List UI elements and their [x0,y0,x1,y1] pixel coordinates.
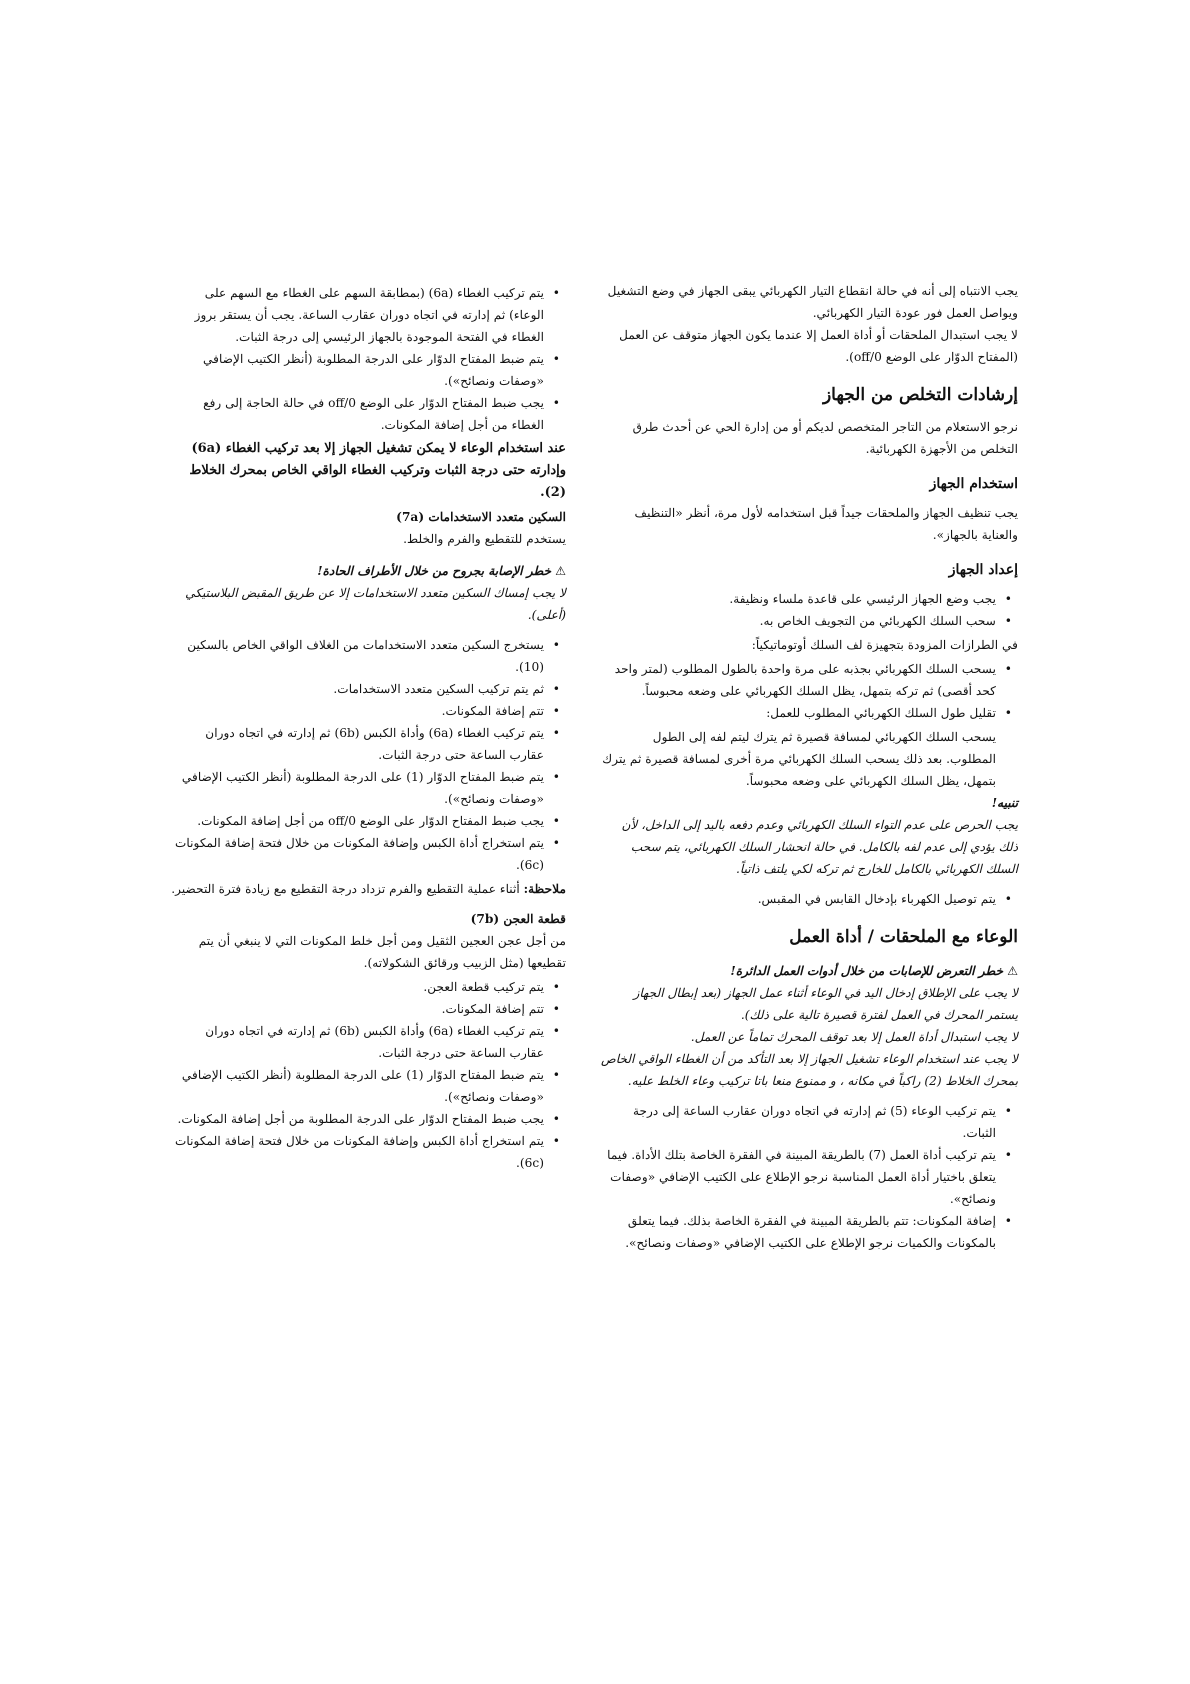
list-item: • يجب ضبط المفتاح الدوّار على الدرجة المطلوبة من أجل إضافة المكونات. [168,1108,544,1130]
list-item: • يتم تركيب الغطاء (6a) وأداة الكبس (6b) ثم إدارته في اتجاه دوران عقارب الساعة حتى درجة الثبات. [168,722,544,766]
caution-title: تنبيه! [991,796,1018,810]
list-item: • يجب ضبط المفتاح الدوّار على الوضع 0/off في حالة الحاجة إلى رفع الغطاء من أجل إضافة المكونات. [168,392,544,436]
intro-paragraph: يجب الانتباه إلى أنه في حالة انقطاع التيار الكهربائي يبقى الجهاز في وضع التشغيل ويواصل العمل فور عودة التيار الكهربائي. [607,284,1018,320]
dough-text: من أجل عجن العجين الثقيل ومن أجل خلط المكونات التي لا ينبغي أن يتم تقطيعها (مثل الزبيب ورقائق الشكولاته). [198,934,566,970]
left-column [168,280,566,1176]
bowl-operation-note: عند استخدام الوعاء لا يمكن تشغيل الجهاز إلا بعد تركيب الغطاء (6a) وإدارته حتى درجة الثبات وتركيب الغطاء الواقي الخاص بمحرك الخلاط (2). [189,441,566,500]
list-item: • تتم إضافة المكونات. [168,700,544,722]
warning-line: لا يجب استبدال أداة العمل إلا بعد توقف المحرك تماماً عن العمل. [690,1030,1018,1044]
warning-triangle-icon: ⚠ [1007,964,1018,978]
list-item: • يتم ضبط المفتاح الدوّار على الدرجة المطلوبة (أنظر الكتيب الإضافي «وصفات ونصائح»). [168,348,544,392]
list-item: • يتم ضبط المفتاح الدوّار (1) على الدرجة المطلوبة (أنظر الكتيب الإضافي «وصفات ونصائح»). [168,766,544,810]
knife-list [168,634,566,876]
bowl-list [600,1100,1018,1254]
warning-line: لا يجب عند استخدام الوعاء تشغيل الجهاز إلا بعد التأكد من أن الغطاء الواقي الخاص بمحرك الخلاط (2) راكباً في مكانه ، و ممنوع منعا باتا تركيب وعاء الخلط عليه. [600,1052,1018,1088]
list-item: • يتم تركيب قطعة العجن. [168,976,544,998]
reduce-cord-text: يسحب السلك الكهربائي لمسافة قصيرة ثم يترك ليتم لفه إلى الطول المطلوب. بعد ذلك يسحب السلك الكهربائي مرة أخرى لمسافة قصيرة ثم يترك بتمهل، يظل السلك الكهربائي على وضعه محبوساً. [602,730,996,788]
list-item: • يسحب السلك الكهربائي بجذبه على مرة واحدة بالطول المطلوب (لمتر واحد كحد أقصى) ثم تركه بتمهل، يظل السلك الكهربائي على وضعه محبوساً. [600,658,996,702]
list-item: • يتم تركيب الغطاء (6a) وأداة الكبس (6b) ثم إدارته في اتجاه دوران عقارب الساعة حتى درجة الثبات. [168,1020,544,1064]
list-item: • يتم تركيب أداة العمل (7) بالطريقة المبينة في الفقرة الخاصة بتلك الأداة. فيما يتعلق باختيار أداة العمل المناسبة نرجو الإطلاع على الكتيب الإضافي «وصفات ونصائح». [600,1144,996,1210]
warning-triangle-icon: ⚠ [555,564,566,578]
list-item: • تتم إضافة المكونات. [168,998,544,1020]
right-column [600,280,1018,1256]
list-item: • ثم يتم تركيب السكين متعدد الاستخدامات. [168,678,544,700]
warning-heading: ⚠خطر الإصابة بجروح من خلال الأطراف الحادة! [317,564,566,578]
lid-list [168,282,566,436]
section-title-knife: السكين متعدد الاستخدامات (7a) [396,510,566,524]
list-item: • يتم توصيل الكهرباء بإدخال القابس في المقبس. [600,888,996,910]
list-item: • يجب وضع الجهاز الرئيسي على قاعدة ملساء ونظيفة. [600,588,996,610]
usage-text: يجب تنظيف الجهاز والملحقات جيداً قبل استخدامه لأول مرة، أنظر «التنظيف والعناية بالجهاز». [634,506,1018,542]
list-item: • يستخرج السكين متعدد الاستخدامات من الغلاف الواقي الخاص بالسكين (10). [168,634,544,678]
section-title-usage: استخدام الجهاز [929,476,1018,492]
section-title-disposal: إرشادات التخلص من الجهاز [822,385,1018,405]
disposal-text: نرجو الاستعلام من التاجر المتخصص لديكم أو من إدارة الحي عن أحدث طرق التخلص من الأجهزة الكهربائية. [632,420,1018,456]
intro-paragraph: لا يجب استبدال الملحقات أو أداة العمل إلا عندما يكون الجهاز متوقف عن العمل (المفتاح الدوّار على الوضع 0/off). [619,328,1018,364]
knife-text: يستخدم للتقطيع والفرم والخلط. [403,532,566,546]
list-item: • يجب ضبط المفتاح الدوّار على الوضع 0/off من أجل إضافة المكونات. [168,810,544,832]
warning-text: لا يجب إمساك السكين متعدد الاستخدامات إلا عن طريق المقبض البلاستيكي (أعلى). [185,586,566,622]
auto-cord-note: في الطرازات المزودة بتجهيزة لف السلك أوتوماتيكياً: [751,638,1018,652]
section-title-bowl: الوعاء مع الملحقات / أداة العمل [789,927,1018,947]
cord-list [600,658,1018,724]
knife-note: ملاحظة: أثناء عملية التقطيع والفرم تزداد درجة التقطيع مع زيادة فترة التحضير. [171,882,566,896]
warning-heading: ⚠خطر التعرض للإصابات من خلال أدوات العمل الدائرة! [730,964,1018,978]
dough-list [168,976,566,1174]
plug-list [600,888,1018,910]
list-item: • يتم استخراج أداة الكبس وإضافة المكونات من خلال فتحة إضافة المكونات (6c). [168,832,544,876]
section-title-setup: إعداد الجهاز [948,562,1018,578]
list-item: • يتم استخراج أداة الكبس وإضافة المكونات من خلال فتحة إضافة المكونات (6c). [168,1130,544,1174]
warning-line: لا يجب على الإطلاق إدخال اليد في الوعاء أثناء عمل الجهاز (بعد إبطال الجهاز يستمر المحرك في العمل لفترة قصيرة تالية على ذلك). [633,986,1018,1022]
section-title-dough: قطعة العجن (7b) [470,912,566,926]
setup-list [600,588,1018,632]
list-item: • يتم ضبط المفتاح الدوّار (1) على الدرجة المطلوبة (أنظر الكتيب الإضافي «وصفات ونصائح»). [168,1064,544,1108]
list-item: • إضافة المكونات: تتم بالطريقة المبينة في الفقرة الخاصة بذلك. فيما يتعلق بالمكونات والكميات نرجو الإطلاع على الكتيب الإضافي «وصفات ونصائح». [600,1210,996,1254]
list-item: • سحب السلك الكهربائي من التجويف الخاص به. [600,610,996,632]
caution-text: يجب الحرص على عدم التواء السلك الكهربائي وعدم دفعه باليد إلى الداخل، لأن ذلك يؤدي إلى عدم لفه بالكامل. في حالة انحشار السلك الكهربائي، يتم سحب السلك الكهربائي بالكامل للخارج ثم تركه لكي يلتف ذاتياً. [621,818,1018,876]
list-item: • يتم تركيب الغطاء (6a) (بمطابقة السهم على الغطاء مع السهم على الوعاء) ثم إدارته في اتجاه دوران عقارب الساعة. يجب أن يستقر بروز الغطاء في الفتحة الموجودة بالجهاز الرئيسي إلى درجة الثبات. [168,282,544,348]
list-item: • يتم تركيب الوعاء (5) ثم إدارته في اتجاه دوران عقارب الساعة إلى درجة الثبات. [600,1100,996,1144]
list-item: • تقليل طول السلك الكهربائي المطلوب للعمل: [600,702,996,724]
